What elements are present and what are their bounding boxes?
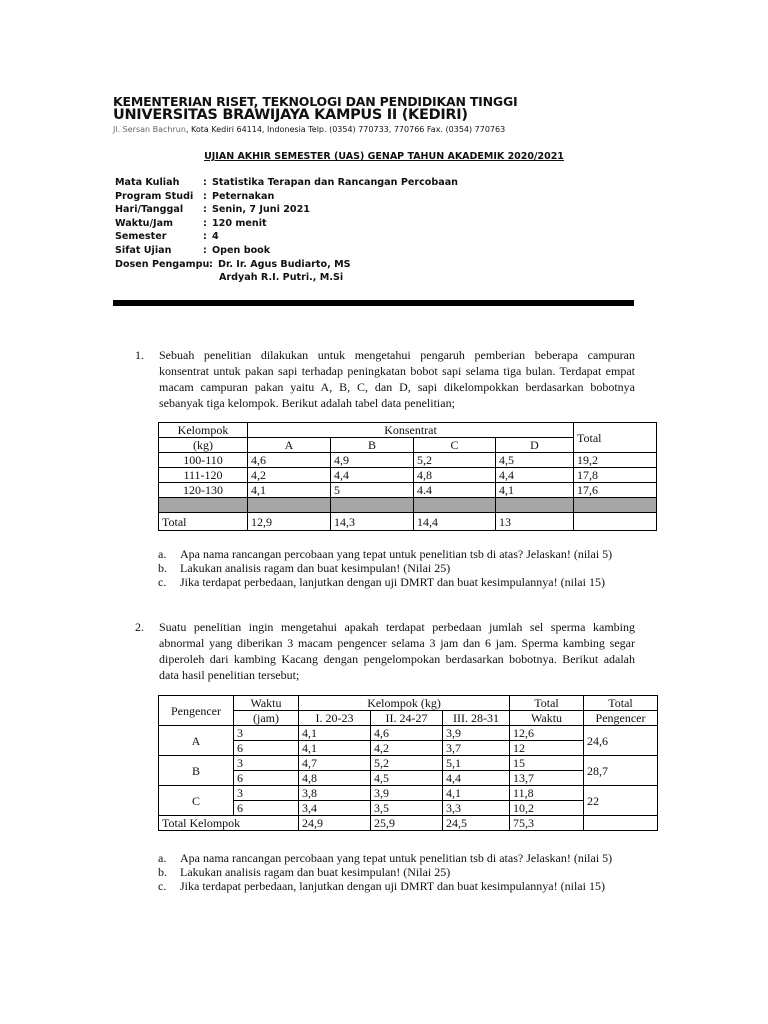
info-colon: : xyxy=(203,244,207,256)
table-cell: 4,1 xyxy=(496,483,574,498)
table-cell: 19,2 xyxy=(574,453,657,468)
table-cell: 4,1 xyxy=(299,741,371,756)
info-label: Sifat Ujian xyxy=(115,244,172,256)
info-colon: : xyxy=(203,231,207,243)
address-street: Jl. Sersan Bachrun xyxy=(113,125,186,134)
table-cell: 4,6 xyxy=(371,726,443,741)
table-cell xyxy=(574,513,657,531)
table-cell: 5,2 xyxy=(414,453,496,468)
table-cell: 6 xyxy=(234,741,299,756)
table-cell: 3,9 xyxy=(371,786,443,801)
col-header-c: C xyxy=(414,438,496,453)
col-header-b: B xyxy=(331,438,414,453)
table-cell: 111-120 xyxy=(159,468,248,483)
table-cell: 4,1 xyxy=(299,726,371,741)
shaded-cell xyxy=(159,498,248,513)
option-letter: a. xyxy=(158,547,167,561)
table-cell: 4,5 xyxy=(496,453,574,468)
table-cell: 25,9 xyxy=(371,816,443,831)
address-details: , Kota Kediri 64114, Indonesia Telp. (0354) 770733, 770766 Fax. (0354) 770763 xyxy=(185,125,506,134)
total-waktu-header-2: Waktu xyxy=(510,711,584,726)
table-cell: 4,4 xyxy=(496,468,574,483)
info-value: 120 menit xyxy=(212,217,267,229)
info-colon: : xyxy=(203,177,207,188)
table-cell: 17,8 xyxy=(574,468,657,483)
group-name: A xyxy=(159,726,234,756)
table-cell: 12,6 xyxy=(510,726,584,741)
table-cell: 4,4 xyxy=(443,771,510,786)
shaded-cell xyxy=(414,498,496,513)
table-header-row xyxy=(159,423,657,438)
table-cell: 5,2 xyxy=(371,756,443,771)
info-colon: : xyxy=(203,217,207,229)
info-colon: : xyxy=(209,258,213,270)
shaded-cell xyxy=(574,498,657,513)
table-cell: 24,5 xyxy=(443,816,510,831)
waktu-unit: (jam) xyxy=(234,711,299,726)
col-header-d: D xyxy=(496,438,574,453)
table-subheader-row xyxy=(159,711,658,726)
table-cell: 4,2 xyxy=(371,741,443,756)
option-text: Jika terdapat perbedaan, lanjutkan dengan uji DMRT dan buat kesimpulannya! (nilai 15) xyxy=(180,575,605,589)
option-letter: a. xyxy=(158,851,167,865)
university-heading: UNIVERSITAS BRAWIJAYA KAMPUS II (KEDIRI) xyxy=(113,107,468,123)
shaded-cell xyxy=(496,498,574,513)
info-colon: : xyxy=(203,190,207,202)
table-cell: 120-130 xyxy=(159,483,248,498)
table-cell: 6 xyxy=(234,801,299,816)
table-cell: 3,3 xyxy=(443,801,510,816)
table-cell: 3,4 xyxy=(299,801,371,816)
table-cell: 4,4 xyxy=(331,468,414,483)
option-text: Lakukan analisis ragam dan buat kesimpulan! (Nilai 25) xyxy=(180,561,451,575)
table-shaded-row xyxy=(159,498,657,513)
total-header: Total xyxy=(574,423,657,453)
question-1-number: 1. xyxy=(135,348,144,362)
table-cell: 24,9 xyxy=(299,816,371,831)
table-cell: 4,8 xyxy=(299,771,371,786)
option-letter: c. xyxy=(158,879,167,893)
col-header-k2: II. 24-27 xyxy=(371,711,443,726)
table-row xyxy=(159,483,657,498)
col-header-a: A xyxy=(248,438,331,453)
option-text: Lakukan analisis ragam dan buat kesimpulan! (Nilai 25) xyxy=(180,865,451,879)
table-cell: 4,5 xyxy=(371,771,443,786)
table-cell: 3 xyxy=(234,756,299,771)
group-name: C xyxy=(159,786,234,816)
table-cell: 11,8 xyxy=(510,786,584,801)
option-letter: b. xyxy=(158,561,167,575)
info-label: Mata Kuliah xyxy=(115,177,180,188)
konsentrat-header: Konsentrat xyxy=(248,423,574,438)
info-value: Statistika Terapan dan Rancangan Percobaan xyxy=(212,177,459,188)
shaded-cell xyxy=(331,498,414,513)
kelompok-unit: (kg) xyxy=(159,438,248,453)
total-pengencer-header: Total xyxy=(584,696,658,711)
info-value: Ardyah R.I. Putri., M.Si xyxy=(219,272,344,284)
table-cell: 3,9 xyxy=(443,726,510,741)
table-cell: 13 xyxy=(496,513,574,531)
option-letter: c. xyxy=(158,575,167,589)
table-row xyxy=(159,771,658,786)
option-text: Apa nama rancangan percobaan yang tepat untuk penelitian tsb di atas? Jelaskan! (nilai 5) xyxy=(180,547,613,561)
table-cell: 4,1 xyxy=(443,786,510,801)
table-cell: 4,8 xyxy=(414,468,496,483)
table-cell: 3 xyxy=(234,786,299,801)
table-cell: 4,9 xyxy=(331,453,414,468)
table-cell: 14,4 xyxy=(414,513,496,531)
table-row xyxy=(159,756,658,771)
table-cell: 12 xyxy=(510,741,584,756)
group-total: 28,7 xyxy=(584,756,658,786)
info-label: Hari/Tanggal xyxy=(115,204,184,216)
table-total-row xyxy=(159,513,657,531)
table-cell: 4.4 xyxy=(414,483,496,498)
table-cell: 3 xyxy=(234,726,299,741)
total-label: Total Kelompok xyxy=(159,816,299,831)
table-row xyxy=(159,801,658,816)
question-2-table xyxy=(158,695,658,831)
divider-rule xyxy=(113,300,634,306)
option-text: Jika terdapat perbedaan, lanjutkan dengan uji DMRT dan buat kesimpulannya! (nilai 15) xyxy=(180,879,605,893)
table-cell: 10,2 xyxy=(510,801,584,816)
col-header-k1: I. 20-23 xyxy=(299,711,371,726)
info-value: Peternakan xyxy=(212,190,275,202)
question-2-text: Suatu penelitian ingin mengetahui apakah terdapat perbedaan jumlah sel sperma kambing abnormal yang diberikan 3 macam pengencer selama 3 jam dan 6 jam. Sperma kambing segar diperoleh dari kambing Kacang dengan pengelompokan berdasarkan bobotnya. Berikut adalah data hasil penelitian tersebut; xyxy=(159,620,635,682)
info-value: Senin, 7 Juni 2021 xyxy=(212,204,310,216)
option-letter: b. xyxy=(158,865,167,879)
table-row xyxy=(159,468,657,483)
table-cell: 4,2 xyxy=(248,468,331,483)
table-cell: 75,3 xyxy=(510,816,584,831)
ministry-heading: KEMENTERIAN RISET, TEKNOLOGI DAN PENDIDIKAN TINGGI xyxy=(113,94,518,109)
table-header-row xyxy=(159,696,658,711)
table-row xyxy=(159,726,658,741)
info-value: Dr. Ir. Agus Budiarto, MS xyxy=(218,258,351,270)
table-cell: 13,7 xyxy=(510,771,584,786)
table-cell: 6 xyxy=(234,771,299,786)
table-cell: 12,9 xyxy=(248,513,331,531)
table-cell: 3,7 xyxy=(443,741,510,756)
table-row xyxy=(159,786,658,801)
info-label: Semester xyxy=(115,231,167,243)
table-cell: 5 xyxy=(331,483,414,498)
table-cell: 3,5 xyxy=(371,801,443,816)
total-label: Total xyxy=(159,513,248,531)
table-cell: 4,7 xyxy=(299,756,371,771)
table-row xyxy=(159,453,657,468)
table-row xyxy=(159,741,658,756)
university-address xyxy=(113,125,505,134)
table-cell: 5,1 xyxy=(443,756,510,771)
exam-title: UJIAN AKHIR SEMESTER (UAS) GENAP TAHUN AKADEMIK 2020/2021 xyxy=(204,151,564,162)
table-cell: 4,6 xyxy=(248,453,331,468)
total-waktu-header: Total xyxy=(510,696,584,711)
table-total-row xyxy=(159,816,658,831)
question-1-text: Sebuah penelitian dilakukan untuk mengetahui pengaruh pemberian beberapa campuran konsentrat untuk pakan sapi terhadap peningkatan bobot sapi selama tiga bulan. Terdapat empat macam campuran pakan yaitu A, B, C, dan D, sapi dikelompokkan berdasarkan bobotnya sebanyak tiga kelompok. Berikut adalah tabel data penelitian; xyxy=(159,348,635,410)
table-cell: 3,8 xyxy=(299,786,371,801)
info-value: 4 xyxy=(212,231,219,243)
col-header-k3: III. 28-31 xyxy=(443,711,510,726)
pengencer-header: Pengencer xyxy=(159,696,234,726)
info-colon: : xyxy=(203,204,207,216)
info-label: Waktu/Jam xyxy=(115,217,174,229)
table-cell: 17,6 xyxy=(574,483,657,498)
option-text: Apa nama rancangan percobaan yang tepat untuk penelitian tsb di atas? Jelaskan! (nilai 5) xyxy=(180,851,613,865)
group-total: 24,6 xyxy=(584,726,658,756)
waktu-header: Waktu xyxy=(234,696,299,711)
info-label: Dosen Pengampu xyxy=(115,258,210,270)
table-cell: 15 xyxy=(510,756,584,771)
kelompok-header: Kelompok xyxy=(159,423,248,438)
table-cell: 14,3 xyxy=(331,513,414,531)
info-value: Open book xyxy=(212,244,271,256)
group-name: B xyxy=(159,756,234,786)
group-total: 22 xyxy=(584,786,658,816)
table-cell: 4,1 xyxy=(248,483,331,498)
question-2-number: 2. xyxy=(135,620,144,634)
table-cell xyxy=(584,816,658,831)
question-1-table xyxy=(158,422,657,531)
info-label: Program Studi xyxy=(115,190,194,202)
kelompok-header: Kelompok (kg) xyxy=(299,696,510,711)
shaded-cell xyxy=(248,498,331,513)
table-cell: 100-110 xyxy=(159,453,248,468)
total-pengencer-header-2: Pengencer xyxy=(584,711,658,726)
